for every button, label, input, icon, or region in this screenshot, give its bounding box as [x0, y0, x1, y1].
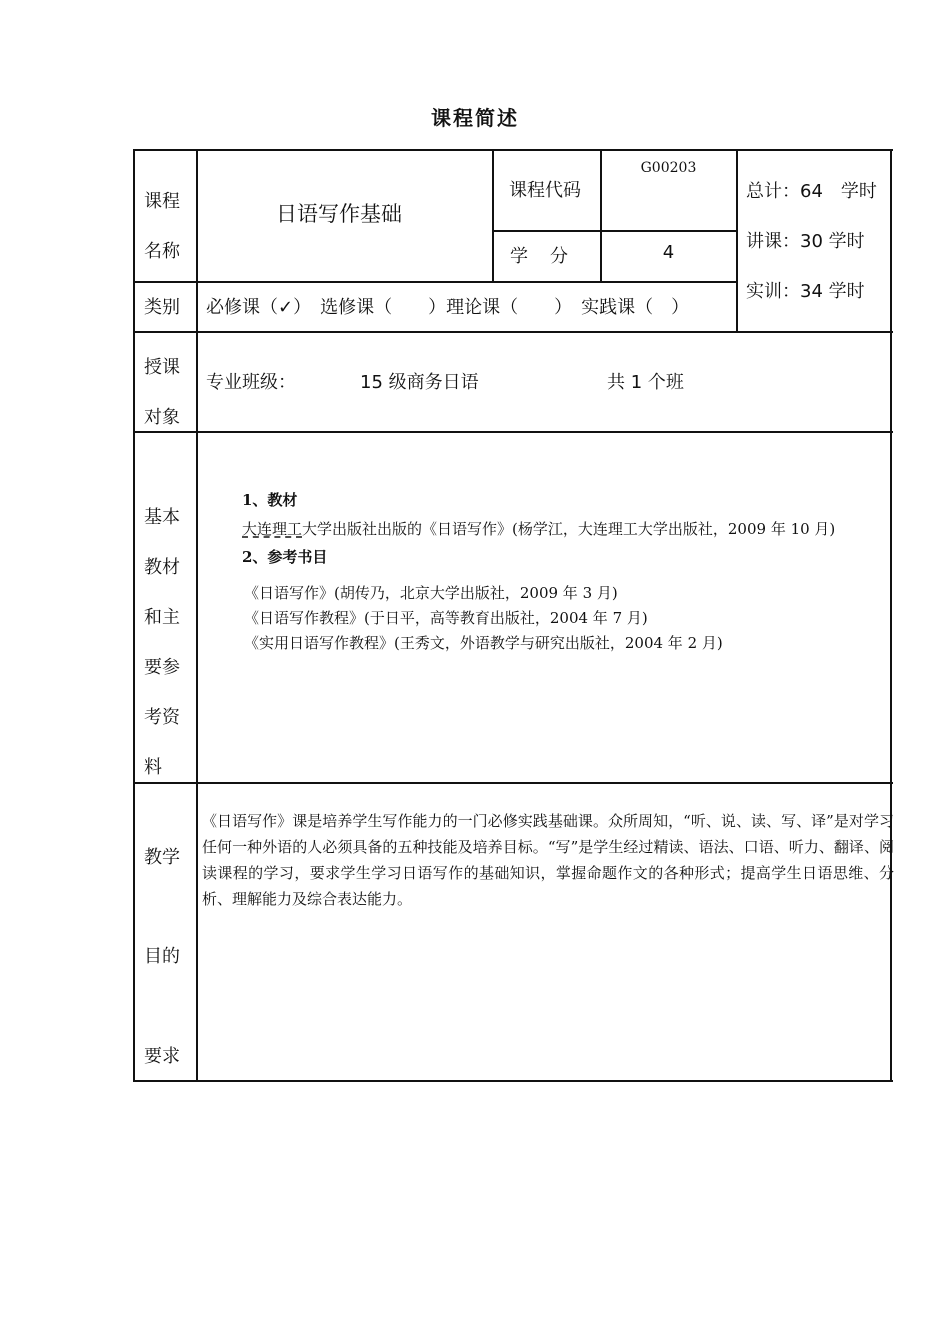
objectives-label-3: 要求 — [144, 1046, 180, 1067]
table-divider — [134, 331, 893, 333]
references-heading: 2、参考书目 — [242, 548, 328, 566]
table-border-left — [133, 149, 135, 1082]
class-count: 共 1 个班 — [607, 372, 684, 393]
textbook-heading: 1、教材 — [242, 491, 298, 509]
materials-label: 基本 教材 和主 要参 考资 料 — [144, 507, 180, 778]
textbook-details: 大学出版社出版的《日语写作》(杨学江，大连理工大学出版社，2009 年 10 月) — [302, 520, 836, 538]
hours-lecture: 讲课：30 学时 — [746, 231, 865, 252]
table-divider — [492, 149, 494, 282]
page-title: 课程简述 — [431, 106, 519, 130]
credit-label: 学 分 — [510, 246, 570, 267]
reference-item: 《日语写作》(胡传乃，北京大学出版社，2009 年 3 月) — [244, 584, 618, 602]
objectives-label-2: 目的 — [144, 946, 180, 967]
hours-total: 总计：64 学时 — [746, 181, 877, 202]
textbook-entry — [242, 518, 835, 539]
course-name: 日语写作基础 — [276, 202, 402, 226]
objectives-label-1: 教学 — [144, 847, 180, 868]
table-divider — [196, 149, 198, 1082]
table-border-bottom — [134, 1080, 893, 1082]
table-border-top — [134, 149, 893, 151]
category-label: 类别 — [144, 297, 180, 318]
category-options: 必修课（✓） 选修课（ ）理论课（ ） 实践课（ ） — [206, 297, 690, 318]
table-divider — [736, 149, 738, 332]
table-divider — [134, 281, 738, 283]
hours-practice: 实训：34 学时 — [746, 281, 865, 302]
reference-item: 《实用日语写作教程》(王秀文，外语教学与研究出版社，2004 年 2 月) — [244, 634, 723, 652]
table-divider — [493, 230, 738, 232]
major-label: 专业班级： — [206, 372, 296, 393]
audience-label: 授课 对象 — [144, 357, 180, 428]
textbook-publisher: 大连理工 — [242, 520, 303, 538]
credit-value: 4 — [662, 242, 675, 263]
objectives-text: 《日语写作》课是培养学生写作能力的一门必修实践基础课。众所周知，“听、说、读、写、译”是对学习任何一种外语的人必须具备的五种技能及培养目标。“写”是学生经过精读、语法、口语、听力、翻译、阅读课程的学习，要求学生学习日语写作的基础知识，掌握命题作文的各种形式；提高学生日语思维、分析、理解能力及综合表达能力。 — [202, 812, 894, 908]
course-code-label: 课程代码 — [509, 180, 581, 201]
table-divider — [134, 782, 893, 784]
reference-item: 《日语写作教程》(于日平，高等教育出版社，2004 年 7 月) — [244, 609, 648, 627]
course-code: G00203 — [640, 160, 697, 176]
table-divider — [134, 431, 893, 433]
major-value: 15 级商务日语 — [360, 372, 479, 393]
course-name-label: 课程 名称 — [144, 191, 180, 262]
table-border-right — [890, 149, 892, 1082]
